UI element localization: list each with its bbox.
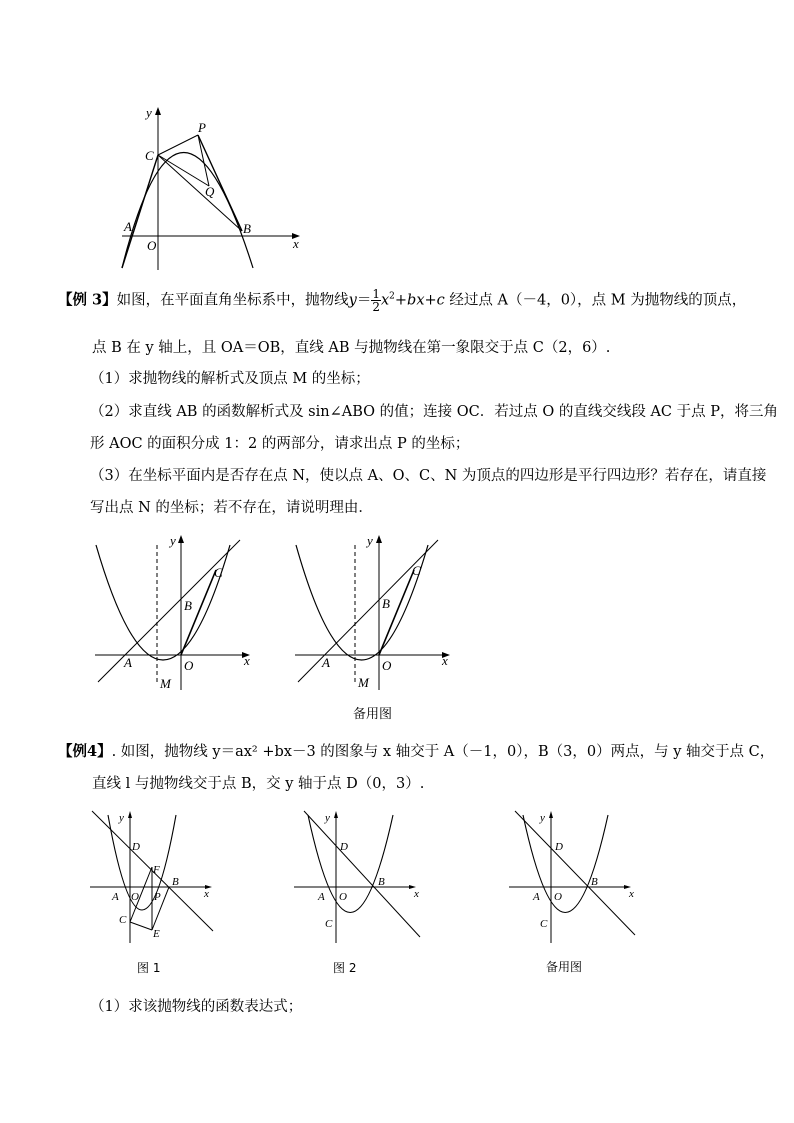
label-p: P	[198, 120, 206, 135]
label-y: y	[540, 812, 545, 824]
ex3-backup-figure	[290, 530, 460, 695]
y-axis-arrow	[128, 811, 132, 818]
line-l	[515, 811, 635, 935]
ex3-eq-eq: ＝	[356, 292, 372, 309]
ex4-q1: （1）求该抛物线的函数表达式；	[90, 999, 303, 1015]
ex3-eq-x: x	[380, 292, 390, 309]
ex4-line1	[58, 740, 774, 761]
label-c: C	[145, 148, 154, 163]
ex3-line1	[58, 288, 746, 313]
label-y: y	[119, 812, 124, 824]
ex3-eq-rest: +bx+c	[394, 292, 445, 309]
ex3-q1: （1）求抛物线的解析式及顶点 M 的坐标；	[90, 371, 370, 387]
line-l	[304, 811, 420, 937]
label-d: D	[340, 841, 348, 853]
segment-ce	[130, 922, 152, 930]
segment-cb	[158, 155, 242, 231]
y-axis-arrow	[178, 535, 184, 543]
ex3-figure	[90, 530, 260, 695]
label-o: O	[147, 238, 157, 253]
ex4-tag: 【例4】	[58, 743, 112, 760]
label-y: y	[325, 812, 330, 824]
label-o: O	[131, 891, 139, 903]
segment-cq	[158, 155, 209, 186]
label-x: x	[244, 653, 250, 668]
ex3-q2a: （2）求直线 AB 的函数解析式及 sin∠ABO 的值；连接 OC．若过点 O 的直线交线段 AC 于点 P，将三角	[90, 404, 778, 420]
ex4-caption-2: 图 2	[333, 961, 357, 975]
label-y: y	[367, 533, 373, 548]
label-b: B	[591, 876, 598, 888]
ex4-caption-1: 图 1	[137, 961, 161, 975]
ex4-line1-text: . 如图，抛物线 y＝ax² +bx－3 的图象与 x 轴交于 A（－1，0），B（3，0）两点，与 y 轴交于点 C，	[111, 744, 775, 760]
label-o: O	[339, 891, 347, 903]
label-d: D	[555, 841, 563, 853]
ex3-eq-y: y	[348, 292, 357, 309]
label-p: P	[154, 891, 161, 903]
ex4-figure-1	[86, 805, 226, 950]
ex4-figure-2	[290, 805, 430, 950]
y-axis-arrow	[155, 107, 161, 115]
label-a: A	[124, 219, 132, 234]
label-c: C	[325, 918, 333, 930]
label-x: x	[414, 888, 419, 900]
parabola	[296, 545, 428, 660]
label-m: M	[160, 676, 171, 691]
ex3-tag: 【例 3】	[58, 291, 117, 309]
label-b: B	[184, 598, 192, 613]
top-figure	[110, 100, 310, 275]
label-a: A	[124, 655, 132, 670]
label-d: D	[132, 841, 140, 853]
ex3-eq-fraction: $\frac{1}{2}$	[372, 287, 380, 314]
ex3-intro-b: 经过点 A（－4，0），点 M 为抛物线的顶点，	[444, 292, 747, 309]
label-y: y	[146, 105, 152, 120]
y-axis-arrow	[549, 811, 553, 818]
label-a: A	[322, 655, 330, 670]
ex4-line2: 直线 l 与抛物线交于点 B，交 y 轴于点 D（0，3）.	[92, 776, 425, 792]
label-m: M	[358, 675, 369, 690]
label-y: y	[170, 533, 176, 548]
label-a: A	[318, 891, 325, 903]
label-c: C	[119, 914, 127, 926]
label-x: x	[204, 888, 209, 900]
label-f: F	[153, 864, 160, 876]
label-x: x	[629, 888, 634, 900]
ex3-q3a: （3）在坐标平面内是否存在点 N，使以点 A、O、C、N 为顶点的四边形是平行四边形？若存在，请直接	[90, 468, 767, 484]
ex3-backup-caption: 备用图	[353, 707, 393, 722]
ex3-line2: 点 B 在 y 轴上，且 OA＝OB，直线 AB 与抛物线在第一象限交于点 C（2，6）.	[92, 340, 611, 356]
label-x: x	[442, 653, 448, 668]
ex3-q2b: 形 AOC 的面积分成 1：2 的两部分，请求出点 P 的坐标；	[90, 436, 470, 452]
label-b: B	[378, 876, 385, 888]
label-q: Q	[205, 184, 215, 199]
label-b: B	[243, 221, 251, 236]
ex4-backup-caption: 备用图	[546, 960, 583, 974]
label-o: O	[554, 891, 562, 903]
segment-cp	[158, 135, 198, 155]
parabola	[122, 153, 253, 269]
label-a: A	[533, 891, 540, 903]
label-b: B	[172, 876, 179, 888]
label-o: O	[382, 658, 392, 673]
label-a: A	[112, 891, 119, 903]
y-axis-arrow	[334, 811, 338, 818]
label-e: E	[153, 928, 160, 940]
ex3-eq-sup: 2	[389, 291, 395, 302]
label-c: C	[540, 918, 548, 930]
ex3-intro-a: 如图，在平面直角坐标系中，抛物线	[116, 292, 349, 309]
parabola	[96, 545, 230, 660]
label-c: C	[412, 563, 421, 578]
ex4-backup-figure	[505, 805, 645, 950]
y-axis-arrow	[376, 535, 382, 543]
label-c: C	[214, 565, 223, 580]
ex3-q3b: 写出点 N 的坐标；若不存在，请说明理由．	[90, 500, 373, 516]
label-x: x	[293, 236, 299, 251]
segment-pq	[198, 135, 209, 186]
label-b: B	[382, 596, 390, 611]
label-o: O	[184, 658, 194, 673]
